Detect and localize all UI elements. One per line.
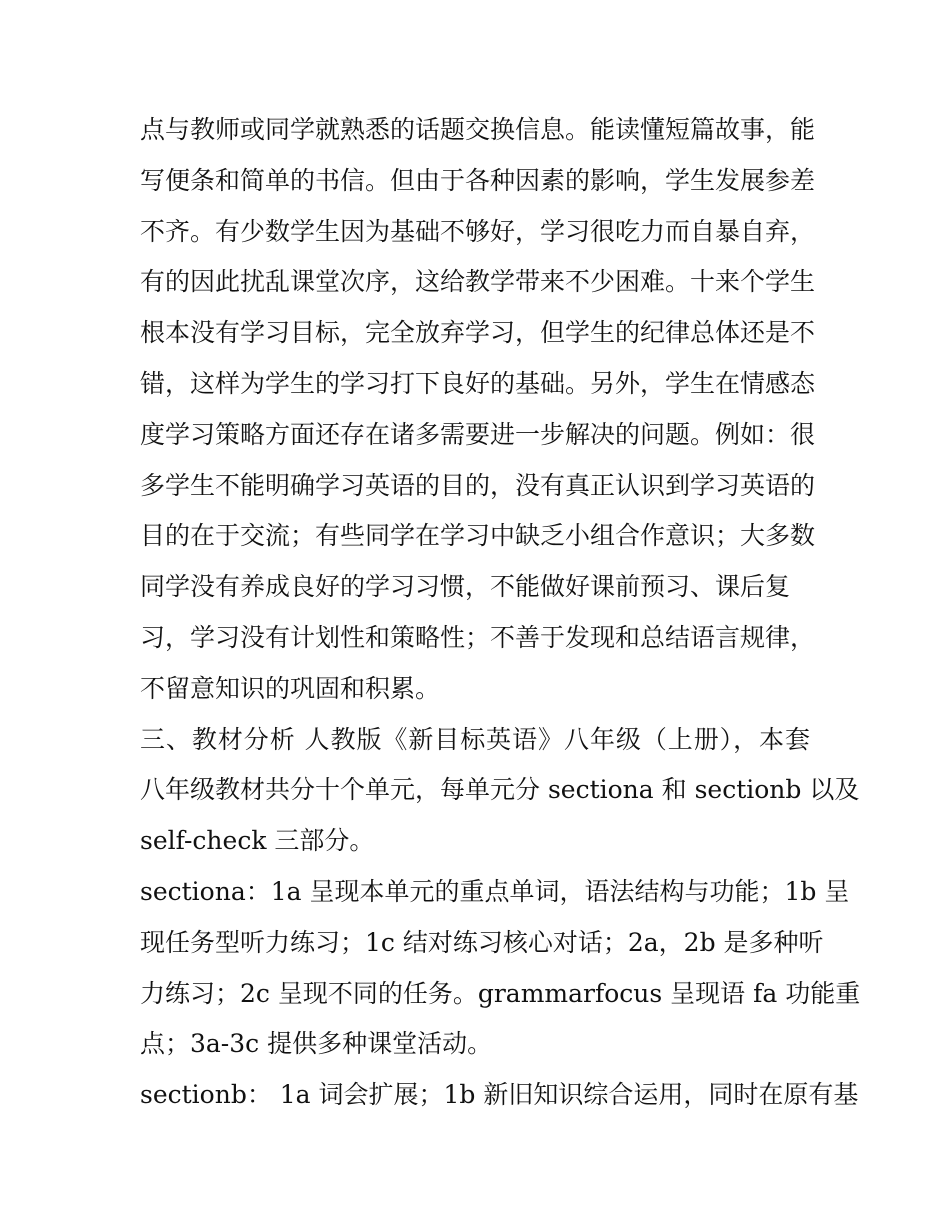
text-line: 习，学习没有计划性和策略性；不善于发现和总结语言规律， — [140, 623, 816, 652]
text-line: 目的在于交流；有些同学在学习中缺乏小组合作意识；大多数 — [140, 521, 816, 551]
text-line: 现任务型听力练习；1c 结对练习核心对话；2a，2b 是多种听 — [140, 927, 824, 957]
text-line: self-check 三部分。 — [140, 826, 375, 856]
text-line: 不留意知识的巩固和积累。 — [140, 673, 441, 703]
text-line: sectiona：1a 呈现本单元的重点单词，语法结构与功能；1b 呈 — [140, 877, 850, 906]
text-line: 不齐。有少数学生因为基础不够好，学习很吃力而自暴自弃， — [140, 216, 816, 246]
text-line: 点；3a-3c 提供多种课堂活动。 — [140, 1029, 493, 1059]
text-line: 多学生不能明确学习英语的目的，没有真正认识到学习英语的 — [140, 470, 816, 500]
text-line: 有的因此扰乱课堂次序，这给教学带来不少困难。十来个学生 — [140, 267, 816, 297]
text-line: 点与教师或同学就熟悉的话题交换信息。能读懂短篇故事，能 — [140, 115, 816, 144]
text-line: sectionb： 1a 词会扩展；1b 新旧知识综合运用，同时在原有基 — [140, 1080, 859, 1110]
text-line: 八年级教材共分十个单元，每单元分 sectiona 和 sectionb 以及 — [140, 775, 860, 805]
text-line: 错，这样为学生的学习打下良好的基础。另外，学生在情感态 — [140, 369, 816, 398]
text-line: 同学没有养成良好的学习习惯，不能做好课前预习、课后复 — [140, 572, 791, 602]
text-line: 根本没有学习目标，完全放弃学习，但学生的纪律总体还是不 — [140, 318, 816, 348]
text-line: 写便条和简单的书信。但由于各种因素的影响，学生发展参差 — [140, 165, 816, 195]
text-line: 度学习策略方面还存在诸多需要进一步解决的问题。例如：很 — [140, 419, 816, 449]
text-line: 力练习；2c 呈现不同的任务。grammarfocus 呈现语 fa 功能重 — [140, 978, 861, 1008]
text-line: 三、教材分析 人教版《新目标英语》八年级（上册），本套 — [140, 724, 810, 754]
